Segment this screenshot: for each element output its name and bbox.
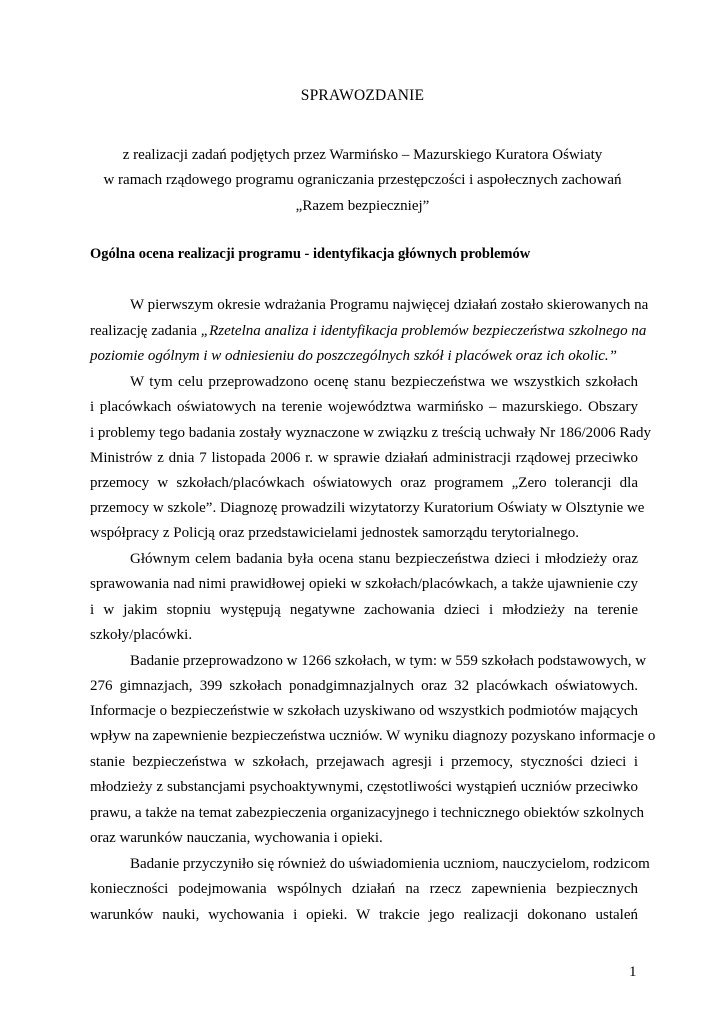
text-line: prawu, a także na temat zabezpieczenia organizacyjnego i technicznego obiektów szkolnych (90, 805, 645, 821)
text-line: wpływ na zapewnienie bezpieczeństwa uczniów. W wyniku diagnozy pozyskano informacje o (90, 728, 656, 744)
text-line: warunków nauki, wychowania i opieki. W trakcie jego realizacji dokonano ustaleń (90, 907, 638, 923)
text-line: konieczności podejmowania wspólnych działań na rzecz zapewnienia bezpiecznych (90, 881, 638, 897)
text-span: realizację zadania (90, 323, 201, 339)
text-line: przemocy w szkołach/placówkach oświatowych oraz programem „Zero tolerancji dla (90, 475, 638, 491)
section-heading: Ogólna ocena realizacji programu - identyfikacja głównych problemów (90, 246, 531, 262)
text-line: przemocy w szkole”. Diagnozę prowadzili wizytatorzy Kuratorium Oświaty w Olsztynie we (90, 500, 645, 516)
text-line: Głównym celem badania była ocena stanu bezpieczeństwa dzieci i młodzieży oraz (130, 551, 638, 567)
text-line: W pierwszym okresie wdrażania Programu najwięcej działań zostało skierowanych na (130, 297, 649, 313)
text-line: W tym celu przeprowadzono ocenę stanu bezpieczeństwa we wszystkich szkołach (130, 374, 638, 390)
text-line: szkoły/placówki. (90, 627, 193, 643)
text-line: i placówkach oświatowych na terenie województwa warmińsko – mazurskiego. Obszary (90, 399, 638, 415)
text-line: 276 gimnazjach, 399 szkołach ponadgimnazjalnych oraz 32 placówkach oświatowych. (90, 678, 638, 694)
text-line: Badanie przeprowadzono w 1266 szkołach, w tym: w 559 szkołach podstawowych, w (130, 653, 647, 669)
text-line: młodzieży z substancjami psychoaktywnymi, częstotliwości wystąpień uczniów przeciwko (90, 779, 638, 795)
quoted-task-text: poziomie ogólnym i w odniesieniu do poszczególnych szkół i placówek oraz ich okolic.” (90, 348, 618, 364)
subtitle-line: z realizacji zadań podjętych przez Warmińsko – Mazurskiego Kuratora Oświaty (122, 147, 603, 163)
text-line: stanie bezpieczeństwa w szkołach, przejawach agresji i przemocy, styczności dzieci i (90, 754, 638, 770)
text-line: i problemy tego badania zostały wyznaczone w związku z treścią uchwały Nr 186/2006 Rady (90, 425, 652, 441)
subtitle-line: „Razem bezpieczniej” (295, 198, 430, 214)
text-line: Badanie przyczyniło się również do uświadomienia uczniom, nauczycielom, rodzicom (130, 856, 650, 872)
text-line: sprawowania nad nimi prawidłowej opieki w szkołach/placówkach, a także ujawnienie czy (90, 576, 638, 592)
text-line: Ministrów z dnia 7 listopada 2006 r. w sprawie działań administracji rządowej przeciwko (90, 450, 638, 466)
subtitle-line: w ramach rządowego programu ograniczania przestępczości i aspołecznych zachowań (103, 172, 622, 188)
page-number: 1 (629, 964, 637, 980)
text-line: Informacje o bezpieczeństwie w szkołach uzyskiwano od wszystkich podmiotów mających (90, 703, 638, 719)
text-line: i w jakim stopniu występują negatywne zachowania dzieci i młodzieży na terenie (90, 602, 638, 618)
document-title: SPRAWOZDANIE (300, 87, 425, 104)
text-line: oraz warunków nauczania, wychowania i opieki. (90, 830, 383, 846)
quoted-task-text: „Rzetelna analiza i identyfikacja problemów bezpieczeństwa szkolnego na (200, 323, 647, 339)
text-line (90, 322, 647, 340)
text-line: współpracy z Policją oraz przedstawicielami jednostek samorządu terytorialnego. (90, 525, 579, 541)
